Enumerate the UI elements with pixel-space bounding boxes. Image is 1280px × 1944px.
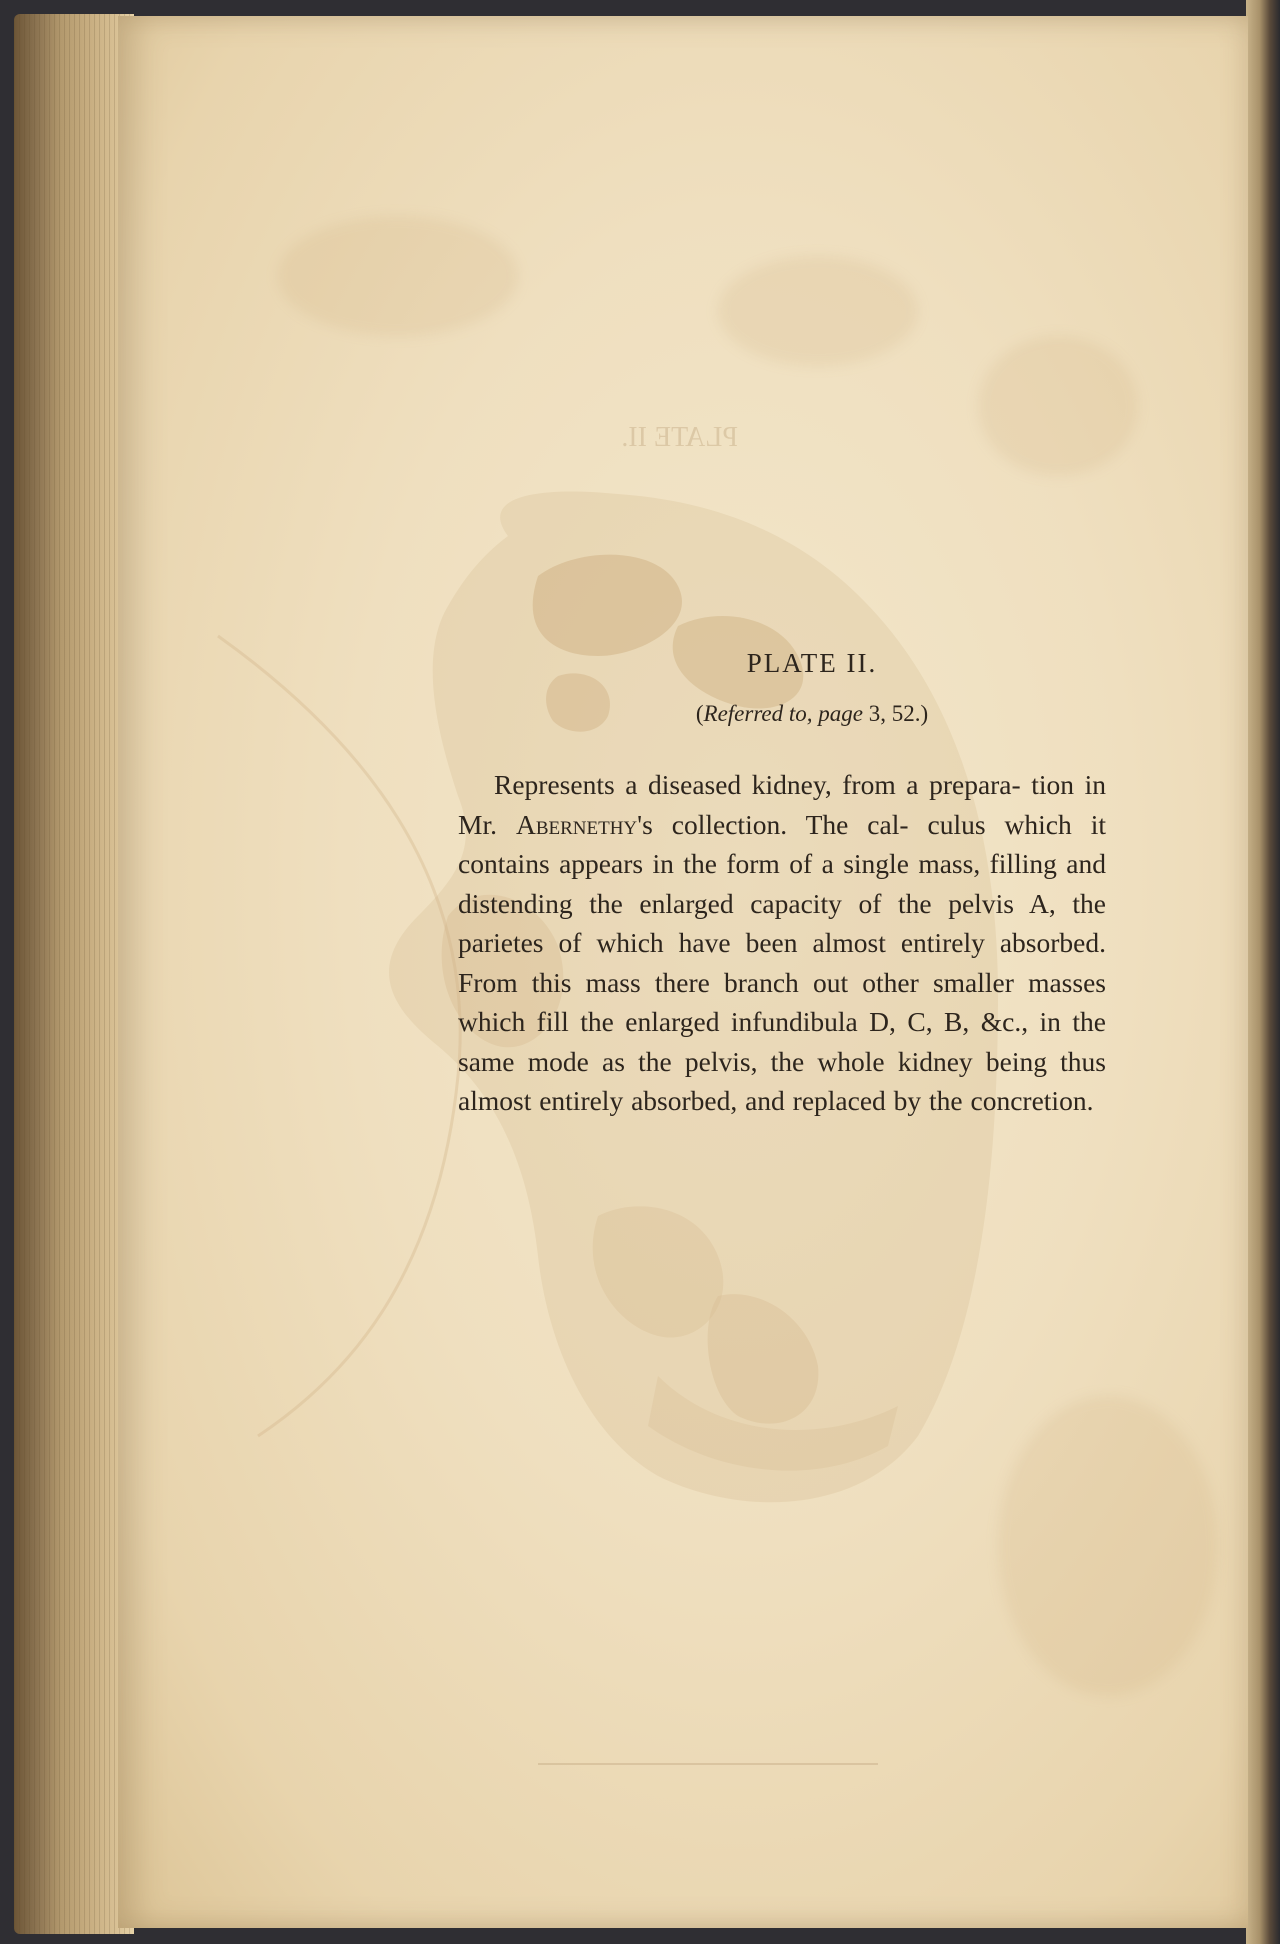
description-line-2-post: 's collection. The cal- (637, 808, 909, 840)
page-edge-lines (14, 14, 134, 1934)
svg-text:PLATE II.: PLATE II. (621, 422, 738, 453)
reference-italic: Referred to, page (703, 701, 863, 726)
description-line-1: Represents a diseased kidney, from a prepara- (494, 769, 1021, 800)
book-fore-edge (14, 14, 134, 1934)
binding-edge (1246, 0, 1280, 1944)
paper-stain (998, 1396, 1218, 1696)
reference-pages: 3, 52.) (862, 701, 929, 726)
reference-open: ( (695, 701, 704, 726)
paper-stain (978, 336, 1138, 476)
paper-stain (278, 216, 518, 336)
paper-stain (718, 256, 918, 366)
plate-reference (458, 701, 1106, 727)
description-line-2-pre: tion in Mr. (458, 769, 1107, 840)
plate-title: PLATE II. (746, 648, 878, 678)
page-sheet (118, 16, 1248, 1928)
name-abernethy: Abernethy (515, 808, 638, 840)
description-paragraph (458, 765, 1106, 1121)
description-rest: culus which it contains appears in the form of a single mass, filling and distending the enlarged capacity of the pelvis A, the parietes of which have been almost entirely absorbed. From this mass there branch out other smaller masses which fill the enlarged infundibula D, C, B, &c., in the same mode as the pelvis, the whole kidney being thus almost entirely absorbed, and replaced by the concretion. (458, 808, 1106, 1116)
plate-description-text (458, 636, 1106, 1148)
